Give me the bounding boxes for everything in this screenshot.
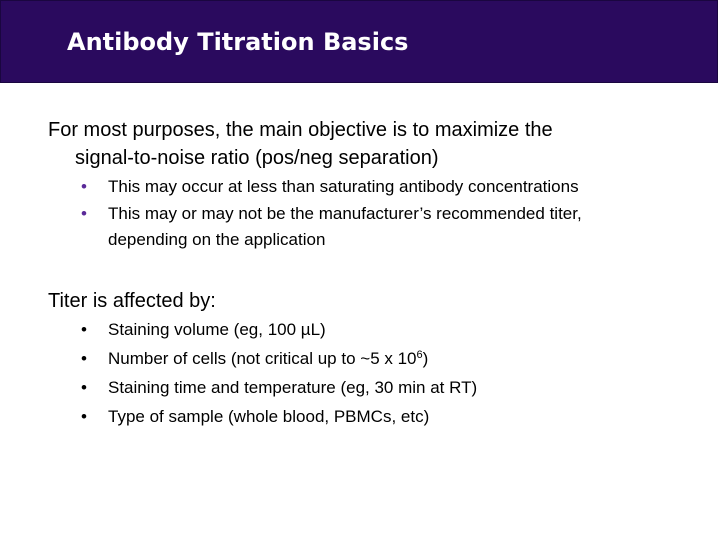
section2-bullet-4	[81, 404, 681, 430]
section1-bullet-2-continuation: depending on the application	[108, 230, 326, 249]
slide-title: Antibody Titration Basics	[67, 28, 409, 56]
bullet-text: Type of sample (whole blood, PBMCs, etc)	[108, 407, 430, 426]
bullet-dot-icon: •	[81, 320, 87, 339]
superscript-exponent: 6	[416, 349, 423, 361]
section2-bullet-3	[81, 375, 681, 401]
bullet-dot-icon: •	[81, 177, 87, 196]
section1-line2: signal-to-noise ratio (pos/neg separation)	[75, 147, 439, 169]
section1-bullet-1	[81, 174, 701, 200]
section2-heading: Titer is affected by:	[48, 290, 216, 312]
section1-bullet-2	[81, 201, 701, 227]
bullet-text: Staining time and temperature (eg, 30 min at RT)	[108, 378, 478, 397]
section2-bullet-2	[81, 346, 681, 372]
bullet-text-main: Number of cells (not critical up to ~5 x 10	[108, 349, 417, 368]
bullet-dot-icon: •	[81, 378, 87, 397]
bullet-text-tail: )	[422, 349, 429, 368]
bullet-dot-icon: •	[81, 407, 87, 426]
section2-bullet-1	[81, 317, 681, 343]
section1-line1: For most purposes, the main objective is to maximize the	[48, 119, 553, 141]
bullet-text: This may occur at less than saturating antibody concentrations	[108, 177, 579, 196]
bullet-text: Staining volume (eg, 100 µL)	[108, 320, 326, 339]
bullet-dot-icon: •	[81, 349, 87, 368]
bullet-text: This may or may not be the manufacturer’s recommended titer,	[108, 204, 582, 223]
bullet-dot-icon: •	[81, 204, 87, 223]
bullet-text	[108, 346, 428, 372]
